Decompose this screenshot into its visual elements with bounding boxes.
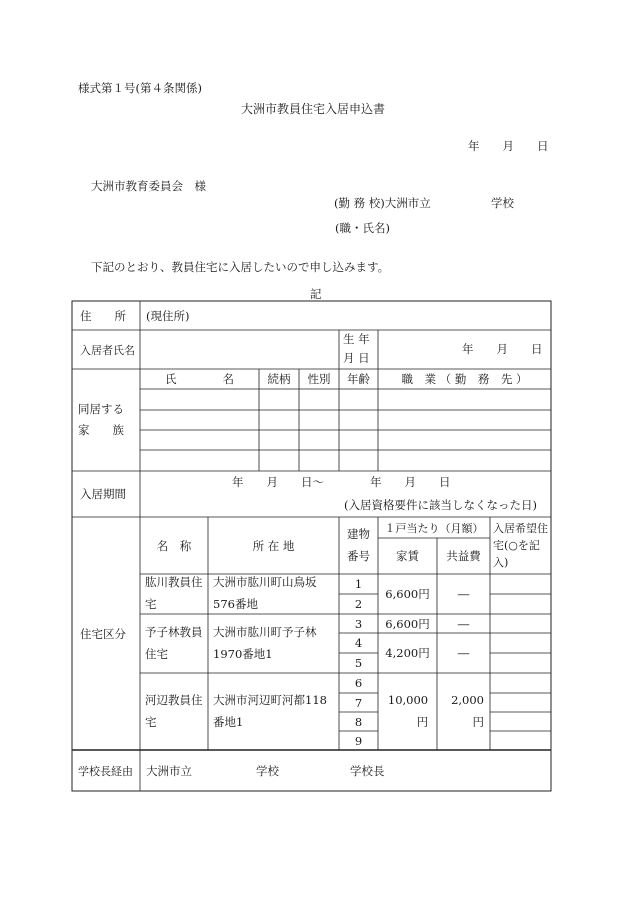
- birth-value: 年 月 日: [462, 342, 543, 356]
- building-number: 5: [354, 656, 363, 670]
- rent-value: 4,200円: [385, 646, 430, 660]
- period-note: (入居資格要件に該当しなくなった日): [344, 498, 537, 512]
- address-label: 住 所: [80, 308, 126, 323]
- housing-location-yokobayashi: 大洲市肱川町予子林1970番地1: [213, 624, 317, 661]
- family-label-1: 同居する: [78, 402, 124, 416]
- family-header-relation: 続柄: [267, 372, 291, 386]
- building-number: 2: [354, 597, 363, 611]
- building-number: 7: [354, 695, 363, 710]
- intro-text: 下記のとおり、教員住宅に入居したいので申し込みます。: [91, 260, 390, 274]
- principal-label: 学校長経由: [78, 764, 133, 778]
- page-title: 大洲市教員住宅入居申込書: [241, 102, 386, 116]
- address-value: (現住所): [146, 308, 190, 323]
- housing-header-rent: 家賃: [396, 549, 419, 563]
- name-line: (職・氏名): [335, 221, 390, 235]
- rent-value: 6,600円: [385, 616, 430, 631]
- applicant-label: 入居者氏名: [80, 343, 135, 357]
- birth-label-1: 生 年: [343, 332, 370, 346]
- period-label: 入居期間: [80, 487, 126, 501]
- ki-mark: 記: [310, 287, 322, 301]
- housing-header-wish: 入居希望住宅(○を記入): [493, 521, 548, 570]
- building-number: 6: [354, 676, 363, 690]
- building-number: 4: [354, 636, 363, 650]
- family-header-job: 職 業 （ 勤 務 先 ）: [401, 372, 528, 386]
- principal-city: 大洲市立: [146, 764, 192, 778]
- building-number: 1: [354, 577, 363, 591]
- family-label-2: 家 族: [78, 423, 124, 437]
- date-line: 年 月 日: [468, 139, 549, 153]
- family-header-name: 氏 名: [165, 372, 234, 386]
- housing-header-bldg: 建物番号: [347, 526, 370, 563]
- housing-header-name: 名 称: [156, 538, 192, 553]
- workplace-suffix: 学校: [491, 196, 514, 210]
- workplace-label: (勤 務 校)大洲市立: [334, 196, 431, 210]
- period-value: 年 月 日～ 年 月 日: [232, 475, 451, 489]
- family-header-age: 年齢: [347, 372, 370, 386]
- common-fee-value: 2,000円: [451, 692, 484, 729]
- principal-head: 学校長: [350, 764, 385, 778]
- housing-label: 住宅区分: [80, 626, 126, 641]
- common-fee-value: ―: [457, 616, 470, 631]
- rent-value: 6,600円: [385, 587, 430, 601]
- housing-header-common: 共益費: [446, 549, 481, 563]
- housing-name-yokobayashi: 予子林教員住宅: [145, 624, 203, 661]
- building-number: 3: [354, 616, 363, 631]
- housing-name-hijikawa: 肱川教員住宅: [145, 575, 203, 611]
- addressee: 大洲市教育委員会 様: [91, 179, 206, 193]
- birth-label-2: 月 日: [343, 351, 370, 365]
- form-label: 様式第１号(第４条関係): [78, 81, 202, 95]
- housing-name-kawabe: 河辺教員住宅: [145, 692, 203, 729]
- housing-header-monthly: １戸当たり（月額）: [384, 521, 484, 535]
- principal-school: 学校: [256, 764, 279, 778]
- building-number: 8: [354, 714, 363, 729]
- building-number: 9: [354, 733, 363, 748]
- housing-location-kawabe: 大洲市河辺町河都118番地1: [213, 692, 327, 729]
- common-fee-value: ―: [457, 646, 470, 660]
- housing-header-location: 所 在 地: [252, 538, 295, 553]
- housing-location-hijikawa: 大洲市肱川町山鳥坂576番地: [213, 575, 317, 611]
- common-fee-value: ―: [457, 587, 470, 601]
- rent-value: 10,000円: [387, 692, 429, 729]
- family-header-sex: 性別: [307, 372, 331, 386]
